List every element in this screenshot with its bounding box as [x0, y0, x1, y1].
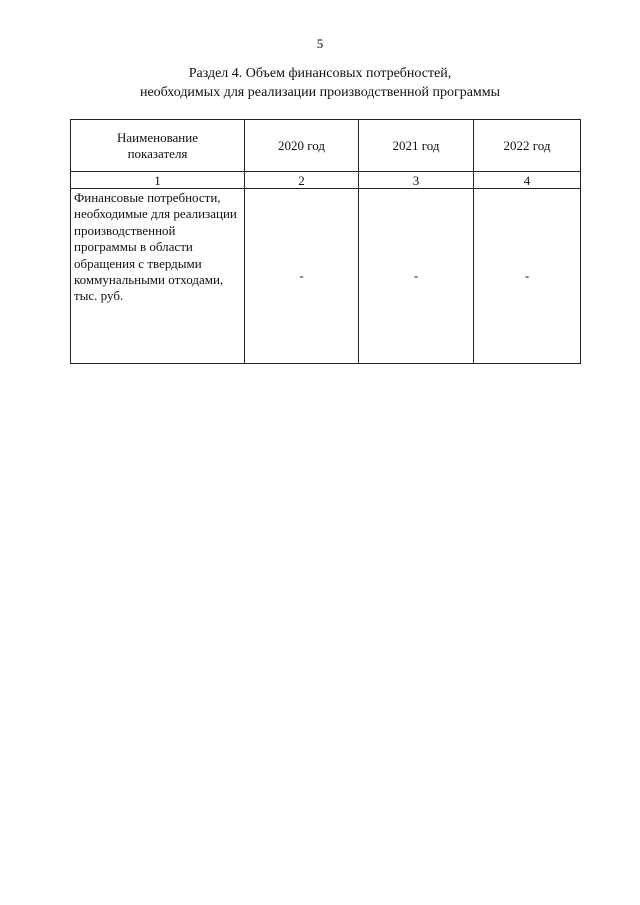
- section-title: [0, 64, 640, 102]
- column-number: 1: [71, 172, 245, 189]
- value-2022-cell: -: [474, 189, 581, 364]
- financial-needs-table: [70, 119, 581, 364]
- table-row: [71, 189, 581, 364]
- section-title-line-2: необходимых для реализации производственной программы: [139, 85, 501, 100]
- column-number-row: [71, 172, 581, 189]
- header-row: [71, 120, 581, 172]
- column-number: 2: [245, 172, 359, 189]
- header-2022: 2022 год: [474, 120, 581, 172]
- value-2021-cell: -: [359, 189, 474, 364]
- value-2020-cell: -: [245, 189, 359, 364]
- page-number: 5: [316, 36, 324, 51]
- column-number: 3: [359, 172, 474, 189]
- section-title-line-1: Раздел 4. Объем финансовых потребностей,: [188, 66, 452, 81]
- header-2020: 2020 год: [245, 120, 359, 172]
- header-2021: 2021 год: [359, 120, 474, 172]
- indicator-name-cell: Финансовые потребности, необходимые для реализации производственной программы в области обращения с твердыми коммунальными отходами, тыс. руб.: [71, 189, 245, 364]
- header-indicator-name: Наименование показателя: [71, 120, 245, 172]
- column-number: 4: [474, 172, 581, 189]
